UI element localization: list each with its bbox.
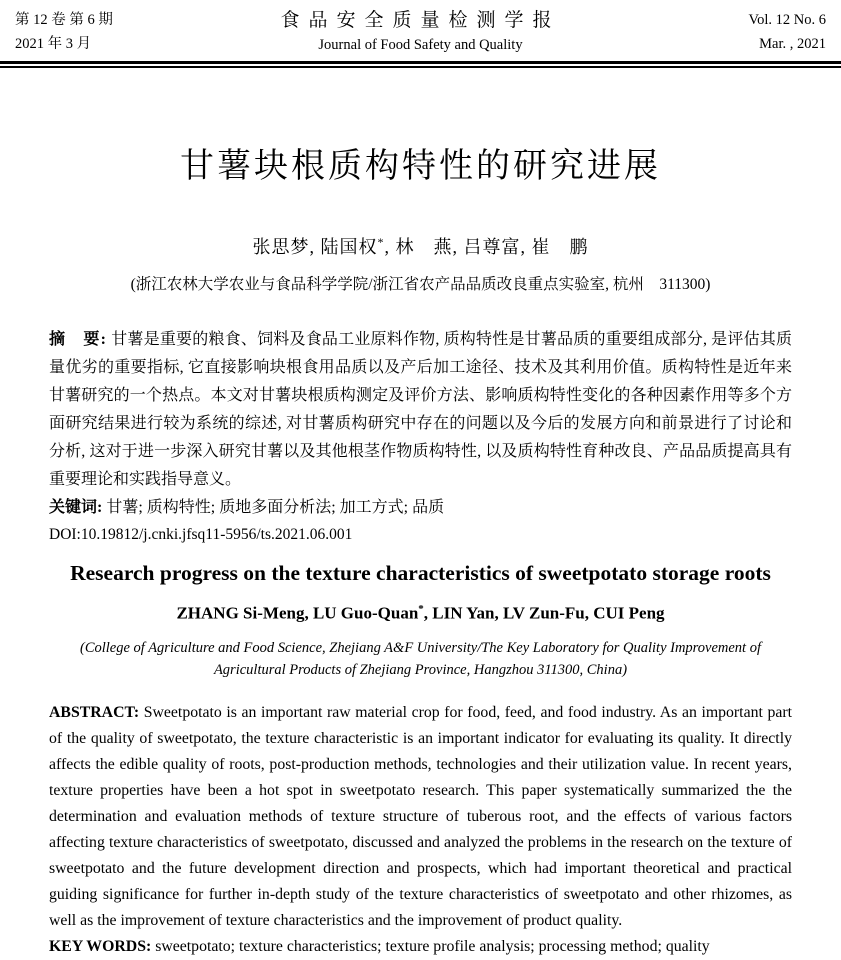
abstract-cn <box>49 326 792 494</box>
abstract-label-cn: 摘 要: <box>49 331 107 348</box>
abstract-text-en: Sweetpotato is an important raw material crop for food, feed, and food industry. As an important part of the quality of sweetpotato, the texture characteristic is an important indicator for evaluating its quality. It directly affects the edible quality of roots, post-production methods, technologies and their utilization value. In recent years, texture properties have been a hot spot in sweetpotato research. This paper systematically summarized the the determination and evaluation methods of texture structure of tuberous root, and the effects of various factors affecting texture characteristics of sweetpotato, discussed and analyzed the problems in the research on the texture of sweetpotato and the future development direction and prospects, which had important theoretical and practical guiding significance for further in-depth study of the texture characteristics of sweetpotato and other rhizomes, as well as the improvement of texture characteristics and the improvement of product quality. <box>49 703 793 929</box>
affiliation-en: (College of Agriculture and Food Science, Zhejiang A&F University/The Key Laboratory for Quality Improvement of Agricultural Products of Zhejiang Province, Hangzhou 311300, China) <box>80 639 761 678</box>
header-center <box>235 8 606 56</box>
keywords-label-en: KEY WORDS: <box>49 937 152 955</box>
keywords-text-en: sweetpotato; texture characteristics; texture profile analysis; processing method; quality <box>155 937 710 955</box>
corresponding-author-asterisk-cn: * <box>377 235 385 249</box>
article-title-cn: 甘薯块根质构特性的研究进展 <box>180 148 661 185</box>
keywords-label-cn: 关键词: <box>49 499 103 516</box>
authors-cn-pre: 张思梦, 陆国权 <box>252 237 378 257</box>
volume-issue-en: Vol. 12 No. 6 <box>748 12 826 28</box>
doi: DOI:10.19812/j.cnki.jfsq11-5956/ts.2021.06.001 <box>49 526 353 543</box>
header-divider-rule <box>0 61 841 68</box>
affiliation-cn: (浙江农林大学农业与食品科学学院/浙江省农产品品质改良重点实验室, 杭州 311300) <box>130 276 711 293</box>
journal-name-cn: 食品安全质量检测学报 <box>280 10 561 31</box>
journal-running-head <box>0 0 841 56</box>
header-right <box>606 8 826 56</box>
authors-en <box>49 603 792 624</box>
abstract-en <box>49 700 792 934</box>
article-content <box>0 138 841 960</box>
authors-en-pre: ZHANG Si-Meng, LU Guo-Quan <box>176 603 419 623</box>
abstract-label-en: ABSTRACT: <box>49 703 140 721</box>
date-cn: 2021 年 3 月 <box>15 36 92 52</box>
corresponding-author-asterisk-en: * <box>418 603 424 615</box>
keywords-en <box>49 934 792 960</box>
keywords-cn <box>49 494 792 522</box>
abstract-text-cn: 甘薯是重要的粮食、饲料及食品工业原料作物, 质构特性是甘薯品质的重要组成部分, 是评估其质量优劣的重要指标, 它直接影响块根食用品质以及产后加工途径、技术及其利用价值。质构特性是近年来甘薯研究的一个热点。本文对甘薯块根质构测定及评价方法、影响质构特性变化的各种因素作用等多个方面研究结果进行较为系统的综述, 对甘薯质构研究中存在的问题以及今后的发展方向和前景进行了讨论和分析, 这对于进一步深入研究甘薯以及其他根茎作物质构特性, 以及质构特性育种改良、产品品质提高具有重要理论和实践指导意义。 <box>49 331 792 488</box>
date-en: Mar. , 2021 <box>759 36 826 52</box>
keywords-text-cn: 甘薯; 质构特性; 质地多面分析法; 加工方式; 品质 <box>106 499 445 516</box>
volume-issue-cn: 第 12 卷 第 6 期 <box>15 12 113 28</box>
header-left <box>15 8 235 56</box>
authors-cn-post: , 林 燕, 吕尊富, 崔 鹏 <box>384 237 589 257</box>
authors-en-post: , LIN Yan, LV Zun-Fu, CUI Peng <box>423 603 665 623</box>
article-title-en: Research progress on the texture characteristics of sweetpotato storage roots <box>70 561 771 585</box>
journal-name-en: Journal of Food Safety and Quality <box>318 37 523 53</box>
authors-cn <box>49 233 792 259</box>
